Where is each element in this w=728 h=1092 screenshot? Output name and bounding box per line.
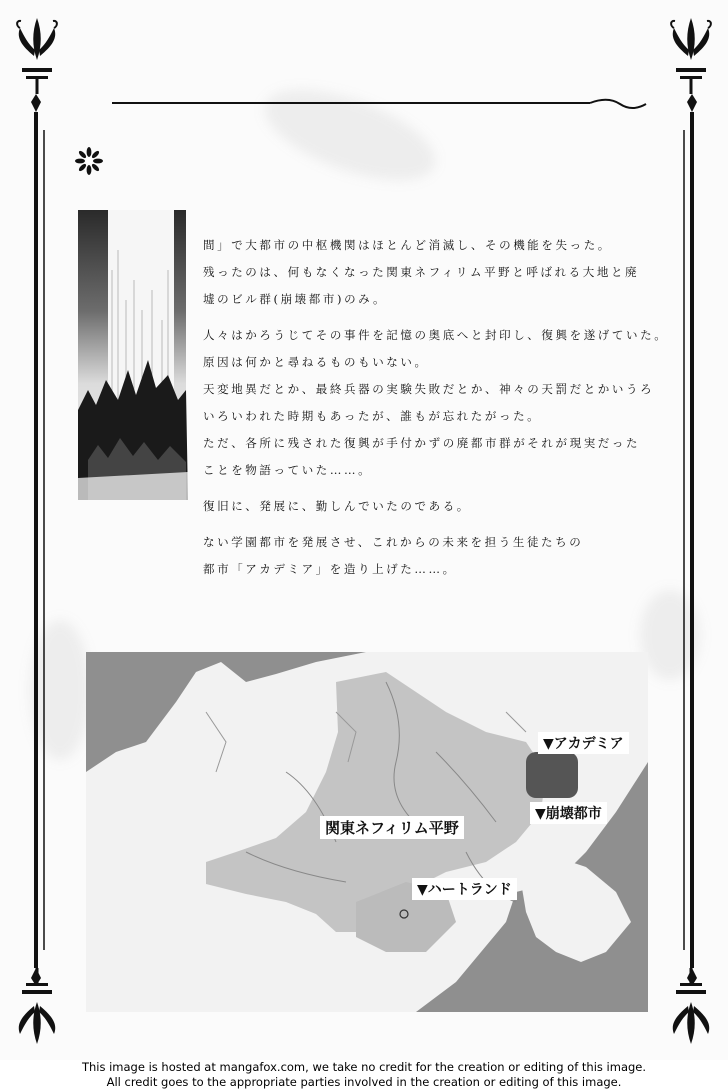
hosting-notice xyxy=(0,1060,728,1092)
text-line: 原因は何かと尋ねるものもいない。 xyxy=(203,355,429,369)
story-text xyxy=(203,232,673,583)
text-line: いろいわれた時期もあったが、誰もが忘れたがった。 xyxy=(203,409,542,423)
text-line: 天変地異だとか、最終兵器の実験失敗だとか、神々の天罰だとかいうろ xyxy=(203,382,655,396)
text-line: ことを物語っていた……。 xyxy=(203,463,373,477)
fleur-ornament-bottom-left xyxy=(14,968,60,1046)
fleur-ornament-top-right xyxy=(668,16,714,94)
academia-area xyxy=(526,752,578,798)
text-line: ない学園都市を発展させ、これからの未来を担う生徒たちの xyxy=(203,535,584,549)
text-line: 残ったのは、何もなくなった関東ネフィリム平野と呼ばれる大地と廃 xyxy=(203,265,640,279)
hosting-notice-line: This image is hosted at mangafox.com, we take no credit for the creation or editing of this image. xyxy=(81,1060,647,1074)
text-line: 復旧に、発展に、勤しんでいたのである。 xyxy=(203,499,471,513)
flower-icon xyxy=(74,146,104,176)
text-line: ただ、各所に残された復興が手付かずの廃都市群がそれが現実だった xyxy=(203,436,641,450)
map-label-academia: ▼アカデミア xyxy=(538,732,629,754)
fleur-ornament-top-left xyxy=(14,16,60,94)
text-line: 都市「アカデミア」を造り上げた……。 xyxy=(203,562,457,576)
map-label-heartland: ▼ハートランド xyxy=(412,878,517,900)
map-label-ruined-city: ▼崩壊都市 xyxy=(530,802,607,824)
fleur-ornament-bottom-right xyxy=(668,968,714,1046)
text-line: 間」で大都市の中枢機関はほとんど消滅し、その機能を失った。 xyxy=(203,238,612,252)
text-line: 墟のビル群(崩壊都市)のみ。 xyxy=(203,292,388,306)
ruined-city-illustration xyxy=(78,210,188,500)
text-line: 人々はかろうじてその事件を記憶の奥底へと封印し、復興を遂げていた。 xyxy=(203,328,669,342)
hosting-notice-line: All credit goes to the appropriate parties involved in the creation or editing of this image. xyxy=(106,1075,622,1089)
map-label-kanto-plain: 関東ネフィリム平野 xyxy=(320,816,464,839)
